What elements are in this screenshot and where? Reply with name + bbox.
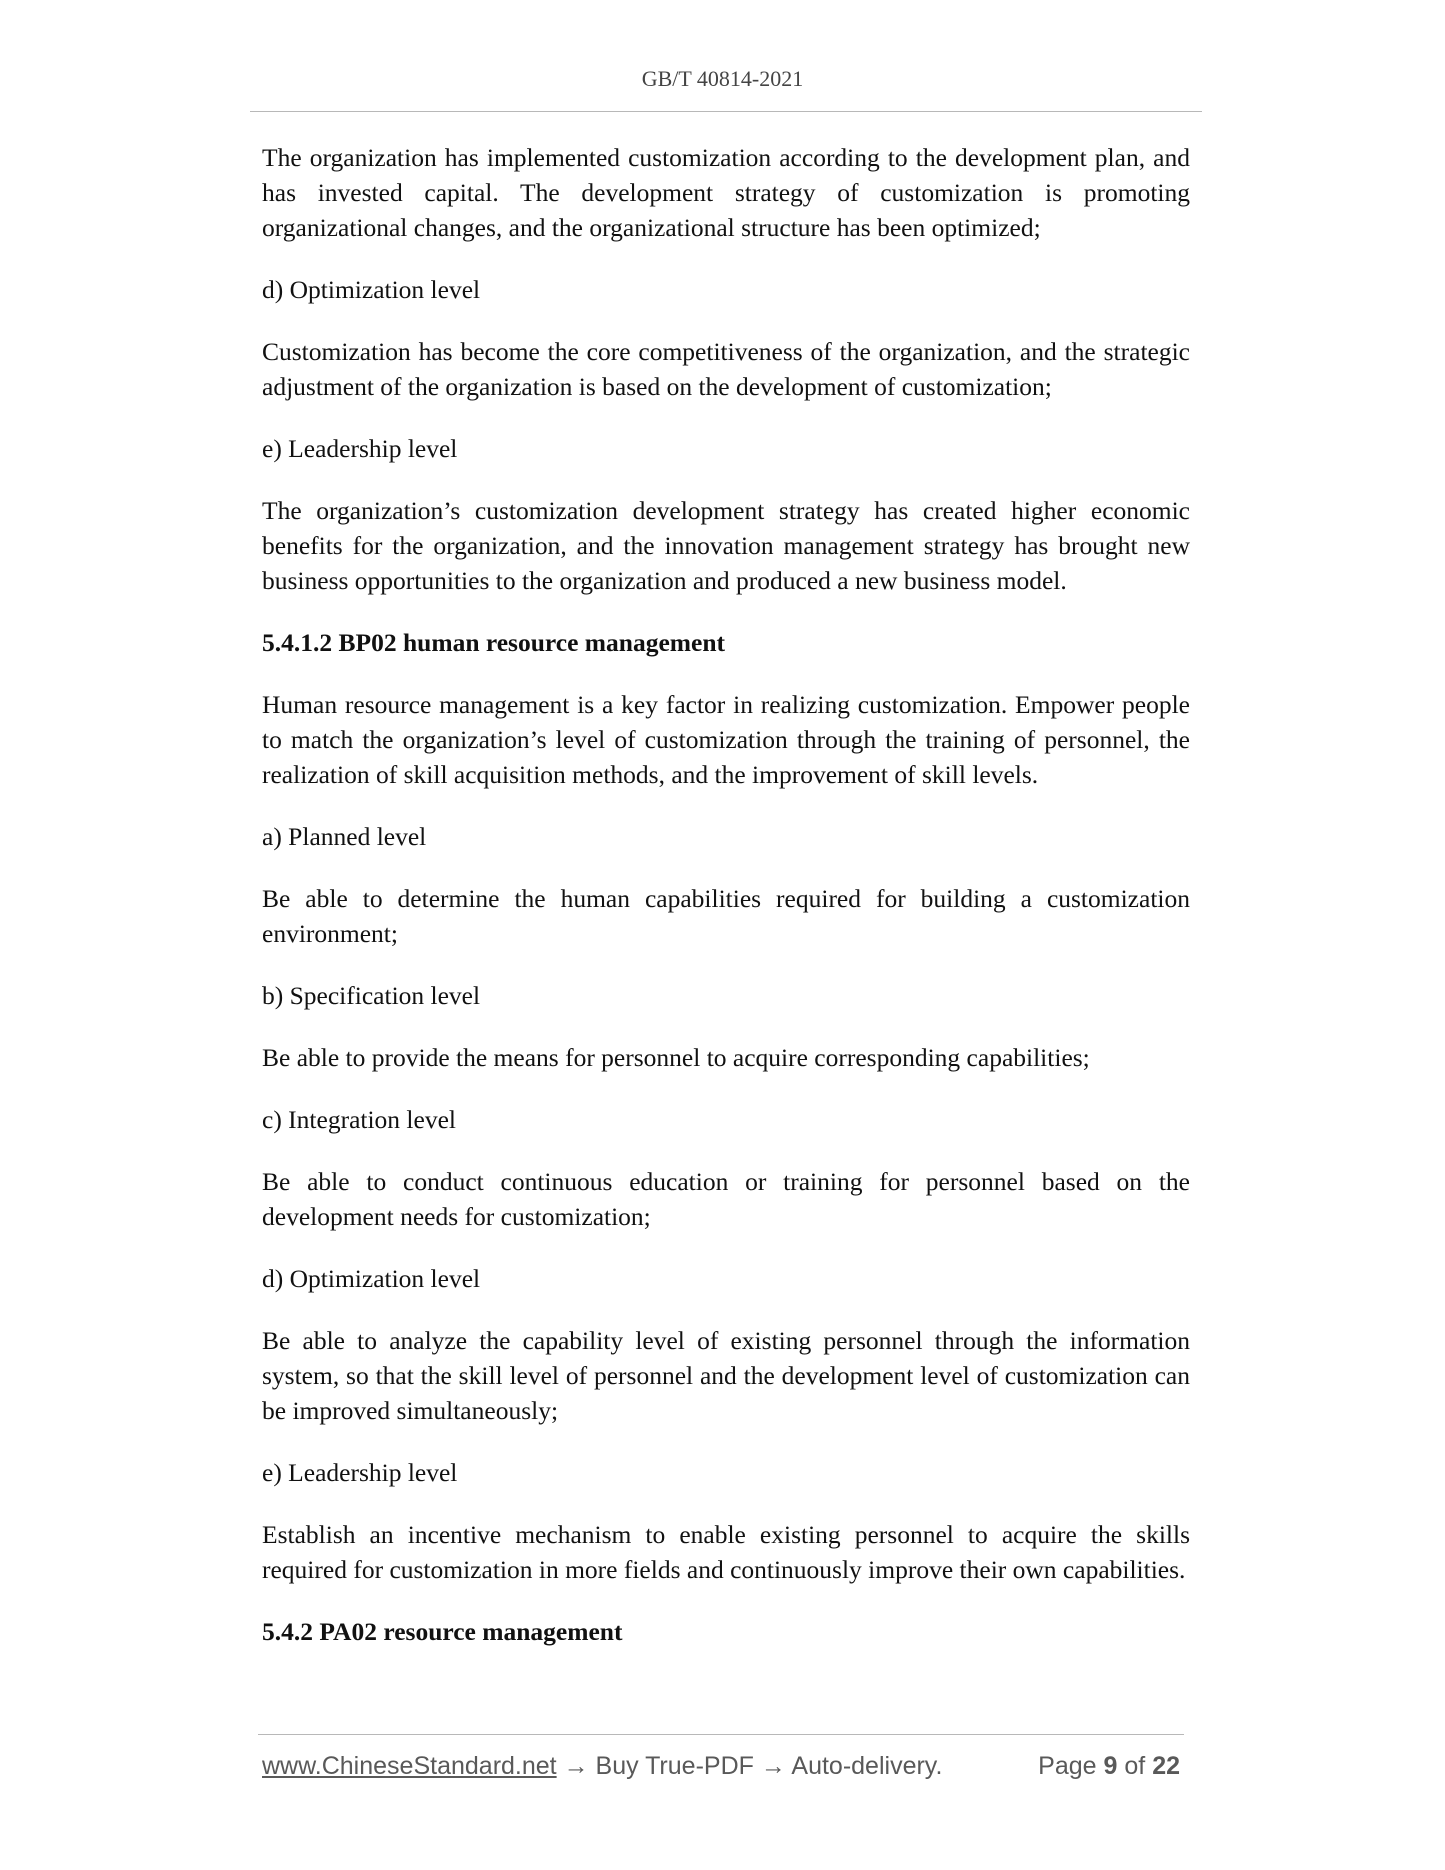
level-label: e) Leadership level — [262, 1458, 458, 1487]
of-word: of — [1124, 1752, 1146, 1780]
current-page: 9 — [1103, 1752, 1118, 1780]
level-label: c) Integration level — [262, 1105, 456, 1134]
paragraph: The organization has implemented customization according to the development plan, and has invested capital. The development strategy of customization is promoting organizational changes, and the organizational structure has been optimized; — [262, 143, 1190, 242]
page-indicator — [1038, 1752, 1180, 1781]
header-divider — [250, 111, 1202, 112]
section-heading: 5.4.1.2 BP02 human resource management — [262, 628, 725, 657]
total-pages: 22 — [1152, 1752, 1180, 1780]
paragraph: Be able to conduct continuous education or training for personnel based on the development needs for customization; — [262, 1167, 1190, 1231]
footer-divider — [258, 1734, 1184, 1735]
paragraph: The organization’s customization development strategy has created higher economic benefits for the organization, and the innovation management strategy has brought new business opportunities to the organization and produced a new business model. — [262, 496, 1190, 595]
paragraph: Human resource management is a key factor in realizing customization. Empower people to match the organization’s level of customization through the training of personnel, the realization of skill acquisition methods, and the improvement of skill levels. — [262, 690, 1190, 789]
website-link[interactable]: www.ChineseStandard.net — [262, 1752, 557, 1780]
paragraph: Be able to provide the means for personnel to acquire corresponding capabilities; — [262, 1043, 1090, 1072]
level-label: a) Planned level — [262, 822, 427, 851]
paragraph: Establish an incentive mechanism to enable existing personnel to acquire the skills required for customization in more fields and continuously improve their own capabilities. — [262, 1520, 1190, 1584]
page-body — [262, 140, 1190, 1676]
paragraph: Customization has become the core competitiveness of the organization, and the strategic adjustment of the organization is based on the development of customization; — [262, 337, 1190, 401]
footer-promo: → Buy True-PDF → Auto-delivery. — [556, 1752, 943, 1780]
footer — [262, 1752, 1180, 1786]
paragraph: Be able to determine the human capabilities required for building a customization environment; — [262, 884, 1190, 948]
level-label: e) Leadership level — [262, 434, 458, 463]
section-heading: 5.4.2 PA02 resource management — [262, 1617, 623, 1646]
footer-left — [262, 1752, 942, 1781]
page-word: Page — [1038, 1752, 1097, 1780]
level-label: d) Optimization level — [262, 275, 481, 304]
header-title: GB/T 40814-2021 — [641, 66, 804, 91]
level-label: b) Specification level — [262, 981, 481, 1010]
level-label: d) Optimization level — [262, 1264, 481, 1293]
paragraph: Be able to analyze the capability level of existing personnel through the information system, so that the skill level of personnel and the development level of customization can be improved simultaneously; — [262, 1326, 1190, 1425]
